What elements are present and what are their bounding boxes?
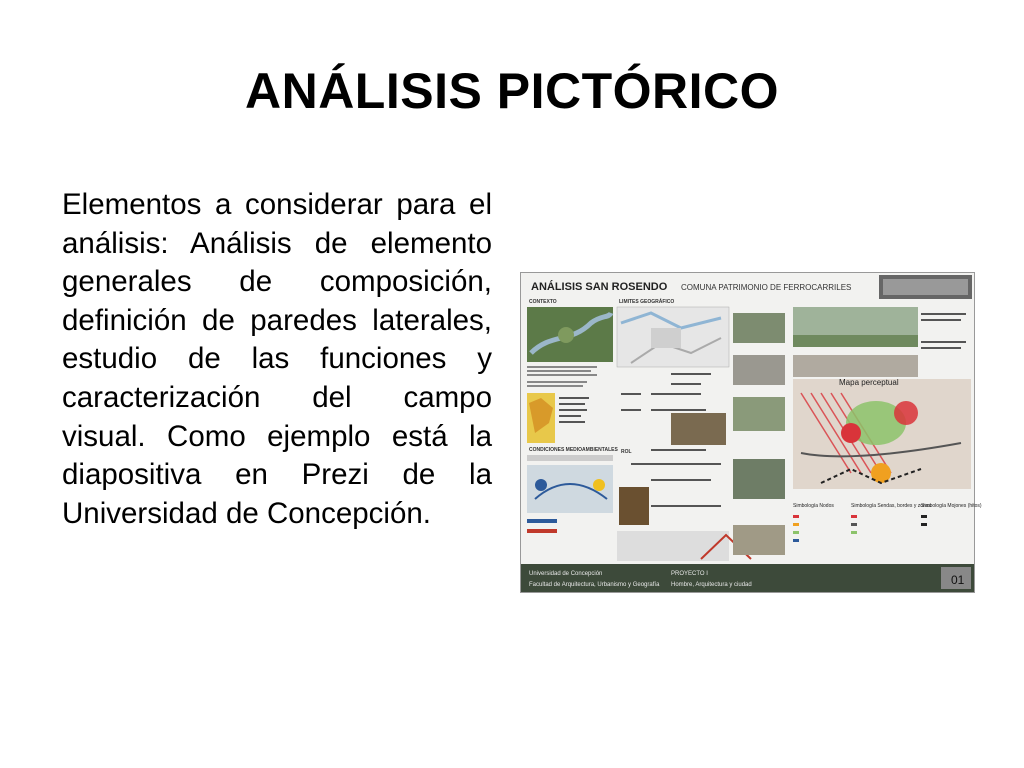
poster-footer-course: Hombre, Arquitectura y ciudad [671, 582, 752, 588]
poster-footer-faculty: Facultad de Arquitectura, Urbanismo y Geografía [529, 582, 660, 588]
slide-body-text: Elementos a considerar para el análisis: Análisis de elemento generales de composición, definición de paredes laterales, estudio de las funciones y caracterización del campo visual. Como ejemplo está la diapositiva en Prezi de la Universidad de Concepción. [62, 188, 492, 530]
poster-section-contexto: CONTEXTO [529, 299, 557, 305]
poster-footer-page: 01 [951, 573, 965, 587]
poster-legend-sendas: Simbología Sendas, bordes y zonas [851, 503, 932, 509]
poster-subtitle: COMUNA PATRIMONIO DE FERROCARRILES [681, 283, 852, 292]
poster-section-limites: LIMITES GEOGRÁFICO [619, 299, 675, 305]
poster-footer-project: PROYECTO I [671, 571, 708, 577]
poster-title: ANÁLISIS SAN ROSENDO [531, 281, 668, 293]
poster-map-title: Mapa perceptual [839, 378, 899, 387]
poster-legend-mojones: Simbología Mojones (hitos) [921, 503, 982, 509]
poster-footer-university: Universidad de Concepción [529, 571, 603, 577]
poster-section-condiciones: CONDICIONES MEDIOAMBIENTALES [529, 447, 618, 453]
slide-title: ANÁLISIS PICTÓRICO [244, 63, 780, 119]
example-poster-image [520, 272, 982, 593]
poster-label-rol: ROL [621, 449, 632, 455]
poster-legend-nodos: Simbología Nodos [793, 503, 834, 509]
